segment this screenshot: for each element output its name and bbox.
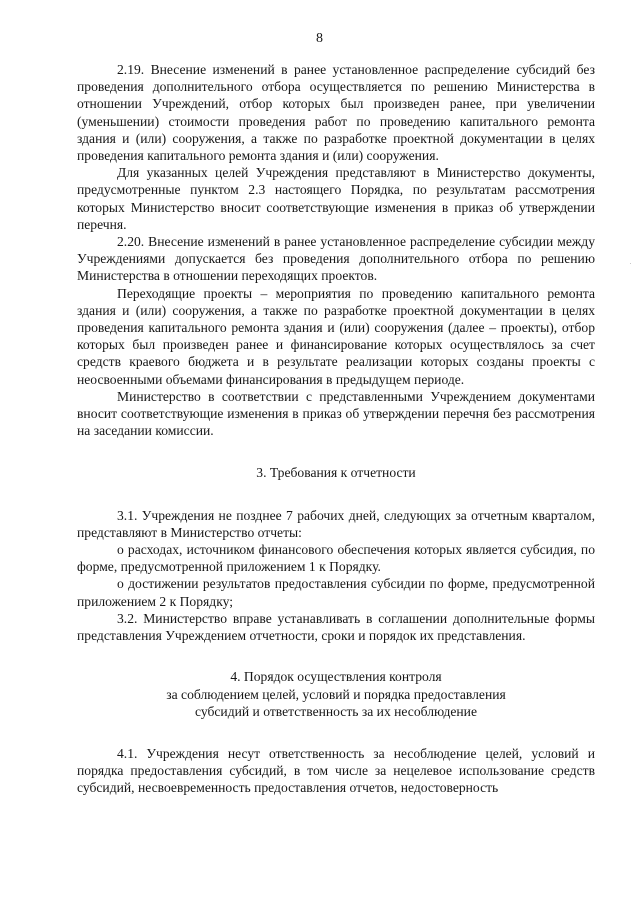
section-4-heading-line-2: за соблюдением целей, условий и порядка предоставления [166,686,506,702]
paragraph-2-20: 2.20. Внесение изменений в ранее установленное распределение субсидии между Учреждениями допускается без проведения дополнительного отбора по решению Министерства в отношении переходящих проектов. [77,234,595,284]
section-4-heading [77,668,595,720]
section-4-heading-line-1: 4. Порядок осуществления контроля [230,669,442,685]
paragraph-2-20-transitional-projects: Переходящие проекты – мероприятия по проведению капитального ремонта здания и (или) сооружения, а также по разработке проектной документации в целях проведения капитального ремонта здания и (или) сооружения (далее – проекты), отбор которых был произведен ранее и финансирование которых осуществлялось за счет средств краевого бюджета и в результате реализации которых созданы проекты с неосвоенными объемами финансирования в предыдущем периоде. [77,285,595,387]
paragraph-3-1: 3.1. Учреждения не позднее 7 рабочих дней, следующих за отчетным кварталом, представляют в Министерство отчеты: [77,507,595,540]
document-body [77,61,595,797]
section-4-heading-line-3: субсидий и ответственность за их несоблюдение [195,703,477,719]
paragraph-2-19-documents: Для указанных целей Учреждения представляют в Министерство документы, предусмотренные пунктом 2.3 настоящего Порядка, по результатам рассмотрения которых Министерство вносит соответствующие изменения в приказ об утверждении перечня. [77,165,595,232]
paragraph-3-1-expenses-report: о расходах, источником финансового обеспечения которых является субсидия, по форме, предусмотренной приложением 1 к Порядку. [77,542,595,575]
page-number: 8 [316,31,323,46]
scan-speck [630,263,631,264]
section-3-heading: 3. Требования к отчетности [256,465,416,481]
paragraph-3-2: 3.2. Министерство вправе устанавливать в соглашении дополнительные формы представления Учреждением отчетности, сроки и порядок их представления. [77,610,595,644]
paragraph-2-19: 2.19. Внесение изменений в ранее установленное распределение субсидий без проведения дополнительного отбора осуществляется по решению Министерства в отношении Учреждений, отбор которых был произведен ранее, при увеличении (уменьшении) стоимости проведения работ по проведению капитального ремонта здания и (или) сооружения, а также по разработке проектной документации в целях проведения капитального ремонта здания и (или) сооружения. [77,62,595,164]
paragraph-2-20-ministry-changes: Министерство в соответствии с представленными Учреждением документами вносит соответствующие изменения в приказ об утверждении перечня без рассмотрения на заседании комиссии. [77,388,595,439]
paragraph-4-1: 4.1. Учреждения несут ответственность за несоблюдение целей, условий и порядка предоставления субсидий, в том числе за нецелевое использование средств субсидий, несвоевременность предоставления отчетов, недостоверность [77,745,595,796]
paragraph-3-1-results-report: о достижении результатов предоставления субсидии по форме, предусмотренной приложением 2 к Порядку; [77,576,595,609]
